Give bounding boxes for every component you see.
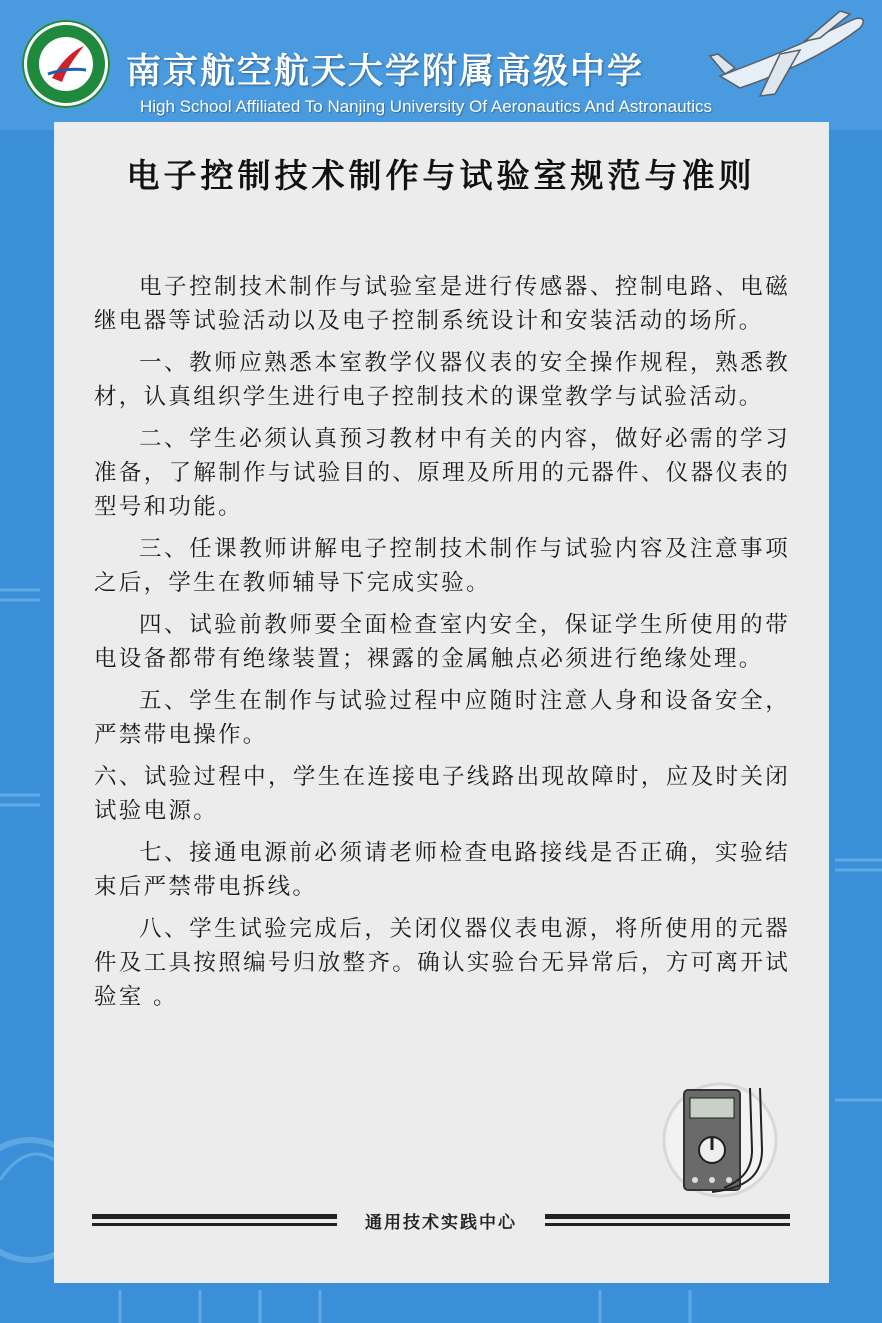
school-logo-icon	[22, 20, 110, 108]
intro-paragraph: 电子控制技术制作与试验室是进行传感器、控制电路、电磁继电器等试验活动以及电子控制系统设计和安装活动的场所。	[94, 274, 790, 334]
multimeter-icon	[662, 1080, 782, 1200]
rule-paragraph: 六、试验过程中，学生在连接电子线路出现故障时，应及时关闭试验电源。	[94, 764, 790, 824]
rule-paragraph: 三、任课教师讲解电子控制技术制作与试验内容及注意事项之后，学生在教师辅导下完成实验。	[94, 536, 790, 596]
footer-divider	[545, 1214, 790, 1226]
footer-divider	[92, 1214, 337, 1226]
rule-paragraph: 一、教师应熟悉本室教学仪器仪表的安全操作规程，熟悉教材，认真组织学生进行电子控制技术的课堂教学与试验活动。	[94, 350, 790, 410]
header	[0, 0, 882, 125]
rule-paragraph: 五、学生在制作与试验过程中应随时注意人身和设备安全，严禁带电操作。	[94, 688, 790, 748]
rules-text	[94, 270, 790, 1022]
page-title: 电子控制技术制作与试验室规范与准则	[126, 156, 756, 195]
airplane-icon	[700, 6, 870, 101]
rule-paragraph: 七、接通电源前必须请老师检查电路接线是否正确，实验结束后严禁带电拆线。	[94, 840, 790, 900]
school-name-en: High School Affiliated To Nanjing University Of Aeronautics And Astronautics	[140, 97, 713, 116]
school-name-cn: 南京航空航天大学附属高级中学	[126, 52, 645, 92]
rule-paragraph: 四、试验前教师要全面检查室内安全，保证学生所使用的带电设备都带有绝缘装置；裸露的金属触点必须进行绝缘处理。	[94, 612, 790, 672]
rule-paragraph: 八、学生试验完成后，关闭仪器仪表电源，将所使用的元器件及工具按照编号归放整齐。确认实验台无异常后，方可离开试验室 。	[94, 916, 790, 1010]
rule-paragraph: 二、学生必须认真预习教材中有关的内容，做好必需的学习准备，了解制作与试验目的、原理及所用的元器件、仪器仪表的型号和功能。	[94, 426, 790, 520]
footer-department: 通用技术实践中心	[365, 1213, 517, 1233]
